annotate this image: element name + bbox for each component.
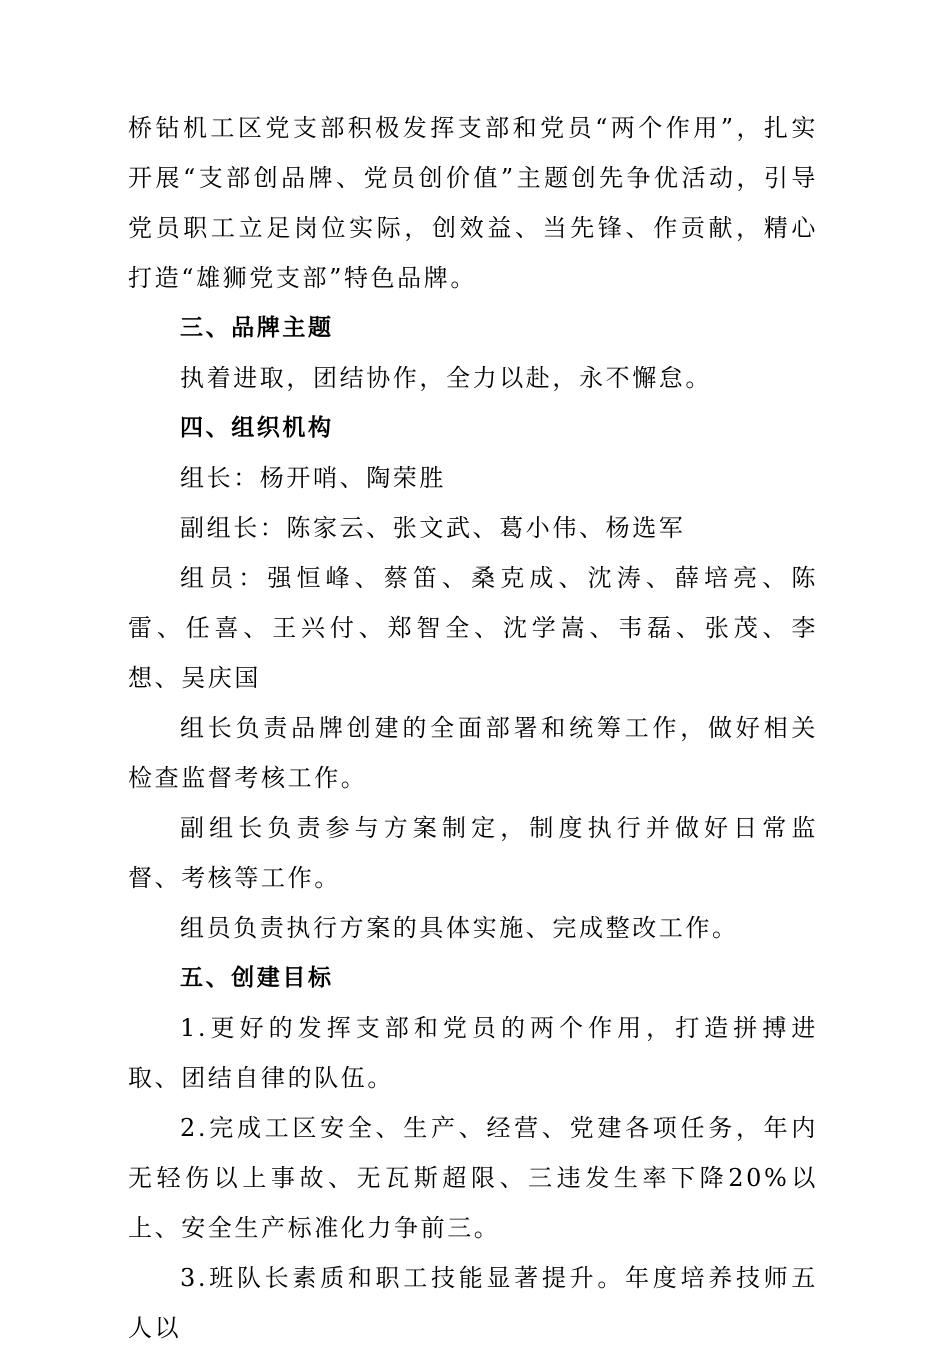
intro-paragraph: 桥钻机工区党支部积极发挥支部和党员“两个作用”，扎实开展“支部创品牌、党员创价值”主题创先争优活动，引导党员职工立足岗位实际，创效益、当先锋、作贡献，精心打造“雄狮党支部”特色品牌。: [128, 114, 818, 292]
members-paragraph: 组员：强恒峰、蔡笛、桑克成、沈涛、薛培亮、陈雷、任喜、王兴付、郑智全、沈学嵩、韦磊、张茂、李想、吴庆国: [128, 564, 818, 692]
goal-2-paragraph: 2.完成工区安全、生产、经营、党建各项任务，年内无轻伤以上事故、无瓦斯超限、三违发生率下降20%以上、安全生产标准化力争前三。: [128, 1114, 818, 1242]
section-heading-organization: 四、组织机构: [180, 415, 334, 441]
leader-paragraph: 组长：杨开哨、陶荣胜: [180, 464, 446, 492]
section-heading-brand-theme: 三、品牌主题: [180, 315, 334, 341]
members-duty-paragraph: 组员负责执行方案的具体实施、完成整改工作。: [180, 914, 739, 942]
goal-3-paragraph: 3.班队长素质和职工技能显著提升。年度培养技师五人以: [128, 1264, 818, 1342]
document-body: [128, 103, 818, 1353]
deputy-leader-paragraph: 副组长：陈家云、张文武、葛小伟、杨选军: [180, 514, 686, 542]
brand-theme-paragraph: 执着进取，团结协作，全力以赴，永不懈怠。: [180, 364, 712, 392]
deputy-duty-paragraph: 副组长负责参与方案制定，制度执行并做好日常监督、考核等工作。: [128, 814, 818, 892]
section-heading-goals: 五、创建目标: [180, 965, 334, 991]
goal-1-paragraph: 1.更好的发挥支部和党员的两个作用，打造拼搏进取、团结自律的队伍。: [128, 1014, 818, 1092]
leader-duty-paragraph: 组长负责品牌创建的全面部署和统筹工作，做好相关检查监督考核工作。: [128, 714, 818, 792]
